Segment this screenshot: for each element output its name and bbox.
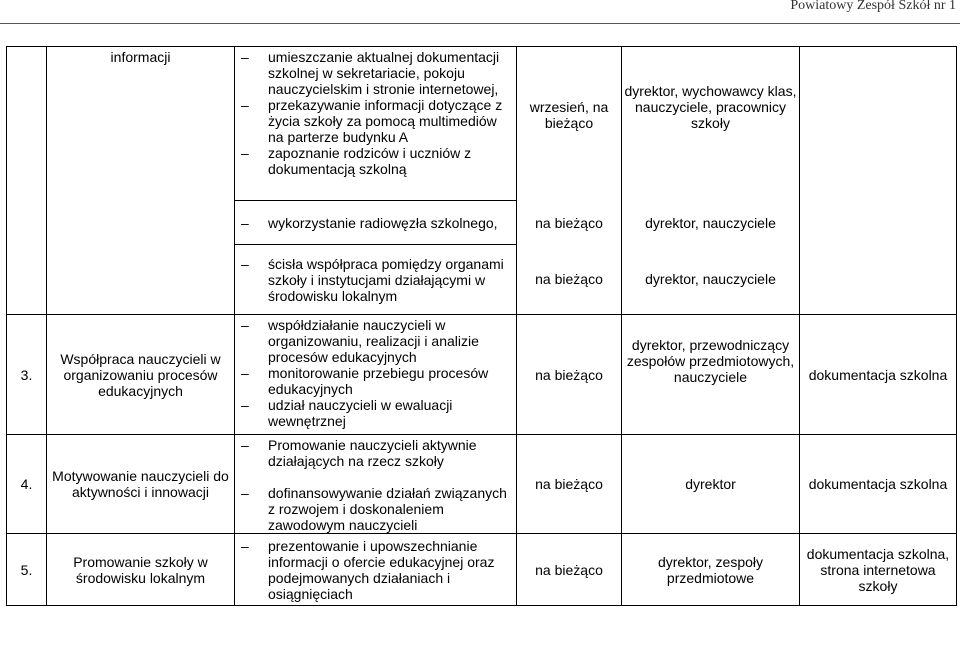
activities-cell	[235, 534, 517, 606]
documentation-cell-empty	[800, 47, 957, 315]
header-title: Powiatowy Zespół Szkół nr 1	[790, 0, 956, 13]
responsible-cell: dyrektor, przewodniczący zespołów przedmiotowych, nauczyciele	[622, 315, 800, 435]
num-cell-empty	[7, 47, 47, 315]
table-row-3	[7, 315, 957, 435]
activity-item: – przekazywanie informacji dotyczące z życia szkoły za pomocą multimediów na parterze budynku A	[241, 97, 503, 145]
documentation-cell: dokumentacja szkolna, strona internetowa szkoły	[800, 534, 957, 606]
responsible-cell: dyrektor, nauczyciele	[622, 245, 800, 315]
area-cell-continued	[47, 47, 235, 315]
row-number: 5.	[7, 534, 47, 606]
area-text: informacji	[110, 49, 171, 65]
header-rule	[0, 23, 960, 24]
row-number: 3.	[7, 315, 47, 435]
activity-item: – współdziałanie nauczycieli w organizowaniu, realizacji i analizie procesów edukacyjnych	[241, 317, 479, 365]
responsible-cell: dyrektor	[622, 435, 800, 534]
documentation-cell: dokumentacja szkolna	[800, 435, 957, 534]
activities-cell	[235, 435, 517, 534]
area-cell: Współpraca nauczycieli w organizowaniu procesów edukacyjnych	[47, 315, 235, 435]
plan-table	[6, 46, 957, 606]
table-row-continued-1	[7, 47, 957, 201]
responsible-cell: dyrektor, zespoły przedmiotowe	[622, 534, 800, 606]
activities-cell	[235, 201, 517, 245]
activities-cell	[235, 315, 517, 435]
date-cell: na bieżąco	[517, 245, 622, 315]
date-cell: na bieżąco	[517, 534, 622, 606]
area-cell: Motywowanie nauczycieli do aktywności i innowacji	[47, 435, 235, 534]
activity-item: – udział nauczycieli w ewaluacji wewnętrznej	[241, 397, 453, 429]
activity-item: – prezentowanie i upowszechnianie informacji o ofercie edukacyjnej oraz podejmowanych działaniach i osiągnięciach	[241, 537, 495, 602]
activities-cell	[235, 47, 517, 201]
table-row-4	[7, 435, 957, 534]
responsible-cell: dyrektor, wychowawcy klas, nauczyciele, pracownicy szkoły	[622, 47, 800, 201]
spacer	[241, 469, 512, 485]
date-cell: na bieżąco	[517, 435, 622, 534]
table-row-5	[7, 534, 957, 606]
documentation-cell: dokumentacja szkolna	[800, 315, 957, 435]
date-cell: na bieżąco	[517, 201, 622, 245]
row-number: 4.	[7, 435, 47, 534]
date-cell: na bieżąco	[517, 315, 622, 435]
activity-item: – Promowanie nauczycieli aktywnie działających na rzecz szkoły	[241, 437, 477, 469]
area-cell: Promowanie szkoły w środowisku lokalnym	[47, 534, 235, 606]
activity-item: – monitorowanie przebiegu procesów edukacyjnych	[241, 365, 489, 397]
date-cell: wrzesień, na bieżąco	[517, 47, 622, 201]
activities-cell	[235, 245, 517, 315]
page-header	[0, 0, 960, 20]
activity-item: – zapoznanie rodziców i uczniów z dokumentacją szkolną	[241, 145, 472, 177]
activity-item: – wykorzystanie radiowęzła szkolnego,	[241, 214, 498, 231]
activity-item: – umieszczanie aktualnej dokumentacji szkolnej w sekretariacie, pokoju nauczycielskim i stronie internetowej,	[241, 49, 500, 97]
activity-item: – ścisła współpraca pomiędzy organami szkoły i instytucjami działającymi w środowisku lokalnym	[241, 255, 504, 304]
responsible-cell: dyrektor, nauczyciele	[622, 201, 800, 245]
activity-item: – dofinansowywanie działań związanych z rozwojem i doskonaleniem zawodowym nauczycieli	[241, 485, 507, 533]
